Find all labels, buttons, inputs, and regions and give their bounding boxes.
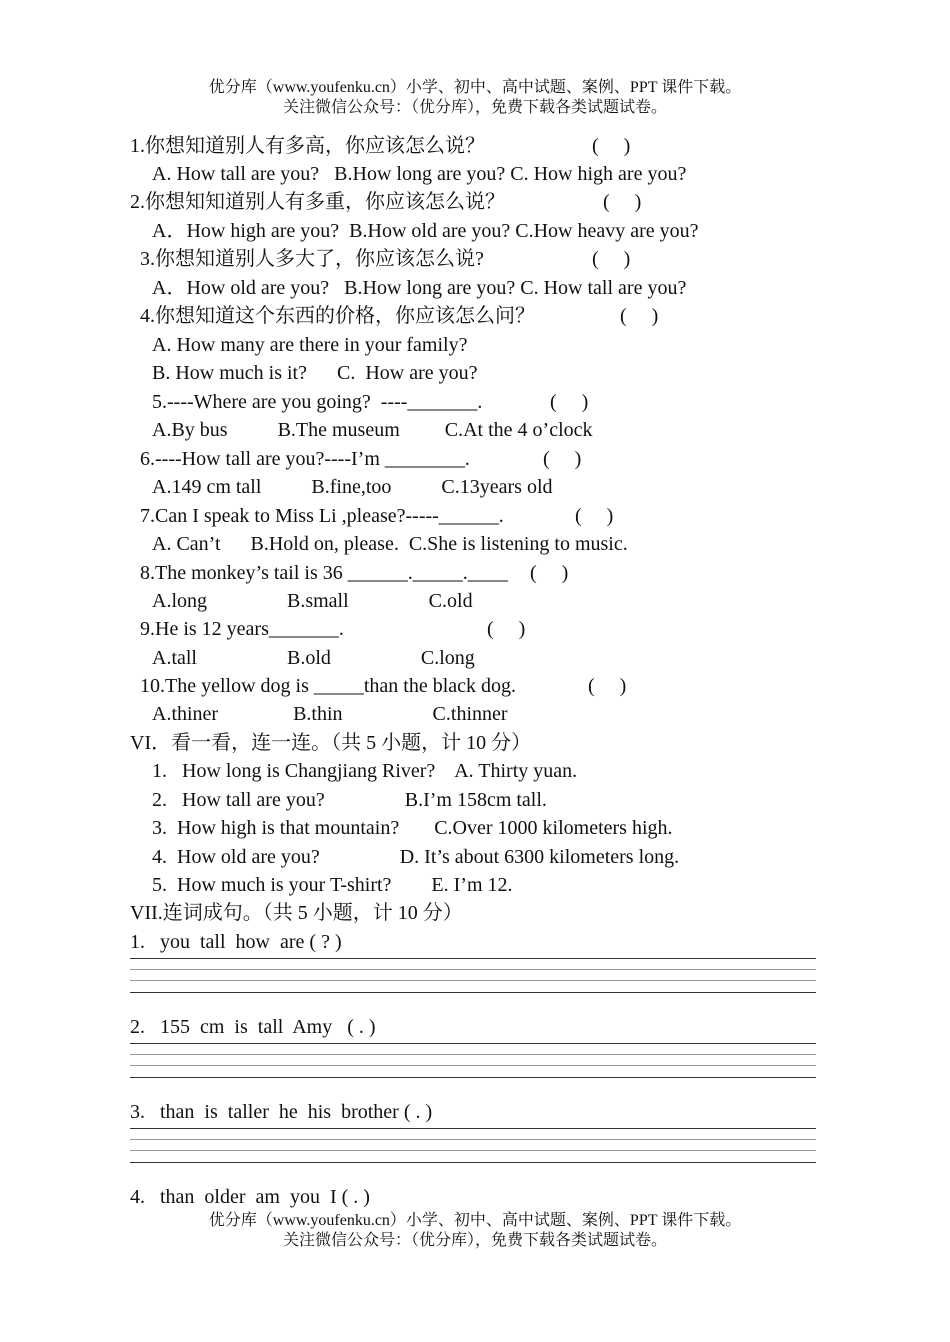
match-item-2: 2. How tall are you? B.I’m 158cm tall.: [152, 789, 547, 811]
section-7-title: VII.连词成句。（共 5 小题，计 10 分）: [130, 902, 463, 924]
question-3: 3.你想知道别人多大了，你应该怎么说?: [140, 248, 484, 270]
writing-line: [130, 969, 816, 970]
question-8: 8.The monkey’s tail is 36 ______._____.____: [140, 562, 508, 584]
answer-bracket-9: ( ): [487, 618, 526, 640]
options-4b: B. How much is it? C. How are you?: [152, 362, 478, 384]
writing-line: [130, 1150, 816, 1151]
writing-line: [130, 992, 816, 993]
question-4: 4.你想知道这个东西的价格，你应该怎么问？: [140, 305, 535, 327]
writing-line: [130, 1162, 816, 1163]
sentence-item-1: 1. you tall how are ( ? ): [130, 931, 342, 953]
options-1: A. How tall are you? B.How long are you? C. How high are you?: [152, 163, 687, 185]
answer-bracket-6: ( ): [543, 448, 582, 470]
answer-bracket-2: ( ): [603, 191, 642, 213]
writing-line: [130, 1054, 816, 1055]
writing-line: [130, 958, 816, 959]
match-item-4: 4. How old are you? D. It’s about 6300 kilometers long.: [152, 846, 680, 868]
match-item-3: 3. How high is that mountain? C.Over 1000 kilometers high.: [152, 817, 673, 839]
answer-bracket-5: ( ): [550, 391, 589, 413]
writing-line: [130, 1043, 816, 1044]
answer-bracket-10: ( ): [588, 675, 627, 697]
answer-bracket-8: ( ): [530, 562, 569, 584]
options-9: A.tall B.old C.long: [152, 647, 475, 669]
writing-line: [130, 1128, 816, 1129]
options-3: A．How old are you? B.How long are you? C. How tall are you?: [152, 277, 687, 299]
page-header-line-1: 优分库（www.youfenku.cn）小学、初中、高中试题、案例、PPT 课件下载。: [208, 79, 742, 96]
section-6-title: VI．看一看，连一连。（共 5 小题，计 10 分）: [130, 732, 532, 754]
sentence-item-3: 3. than is taller he his brother ( . ): [130, 1101, 433, 1123]
sentence-item-2: 2. 155 cm is tall Amy ( . ): [130, 1016, 376, 1038]
page-footer-line-2: 关注微信公众号：（优分库），免费下载各类试题试卷。: [282, 1232, 667, 1249]
options-6: A.149 cm tall B.fine,too C.13years old: [152, 476, 553, 498]
options-4a: A. How many are there in your family?: [152, 334, 468, 356]
options-8: A.long B.small C.old: [152, 590, 473, 612]
options-2: A．How high are you? B.How old are you? C.How heavy are you?: [152, 220, 699, 242]
page-footer-line-1: 优分库（www.youfenku.cn）小学、初中、高中试题、案例、PPT 课件下载。: [208, 1212, 742, 1229]
question-9: 9.He is 12 years_______.: [140, 618, 344, 640]
sentence-item-4: 4. than older am you I ( . ): [130, 1186, 370, 1208]
writing-line: [130, 1077, 816, 1078]
writing-line: [130, 980, 816, 981]
options-10: A.thiner B.thin C.thinner: [152, 703, 508, 725]
question-1: 1.你想知道别人有多高，你应该怎么说？: [130, 135, 485, 157]
question-10: 10.The yellow dog is _____than the black dog.: [140, 675, 517, 697]
question-5: 5.----Where are you going? ----_______.: [152, 391, 483, 413]
writing-line: [130, 1065, 816, 1066]
question-6: 6.----How tall are you?----I’m ________.: [140, 448, 470, 470]
writing-line: [130, 1139, 816, 1140]
options-7: A. Can’t B.Hold on, please. C.She is listening to music.: [152, 533, 628, 555]
question-7: 7.Can I speak to Miss Li ,please?-----______.: [140, 505, 504, 527]
match-item-5: 5. How much is your T-shirt? E. I’m 12.: [152, 874, 513, 896]
options-5: A.By bus B.The museum C.At the 4 o’clock: [152, 419, 593, 441]
answer-bracket-7: ( ): [575, 505, 614, 527]
answer-bracket-3: ( ): [592, 248, 631, 270]
match-item-1: 1. How long is Changjiang River? A. Thirty yuan.: [152, 760, 578, 782]
answer-bracket-1: ( ): [592, 135, 631, 157]
question-2: 2.你想知知道别人有多重，你应该怎么说？: [130, 191, 505, 213]
answer-bracket-4: ( ): [620, 305, 659, 327]
page-header-line-2: 关注微信公众号：（优分库），免费下载各类试题试卷。: [282, 99, 667, 116]
